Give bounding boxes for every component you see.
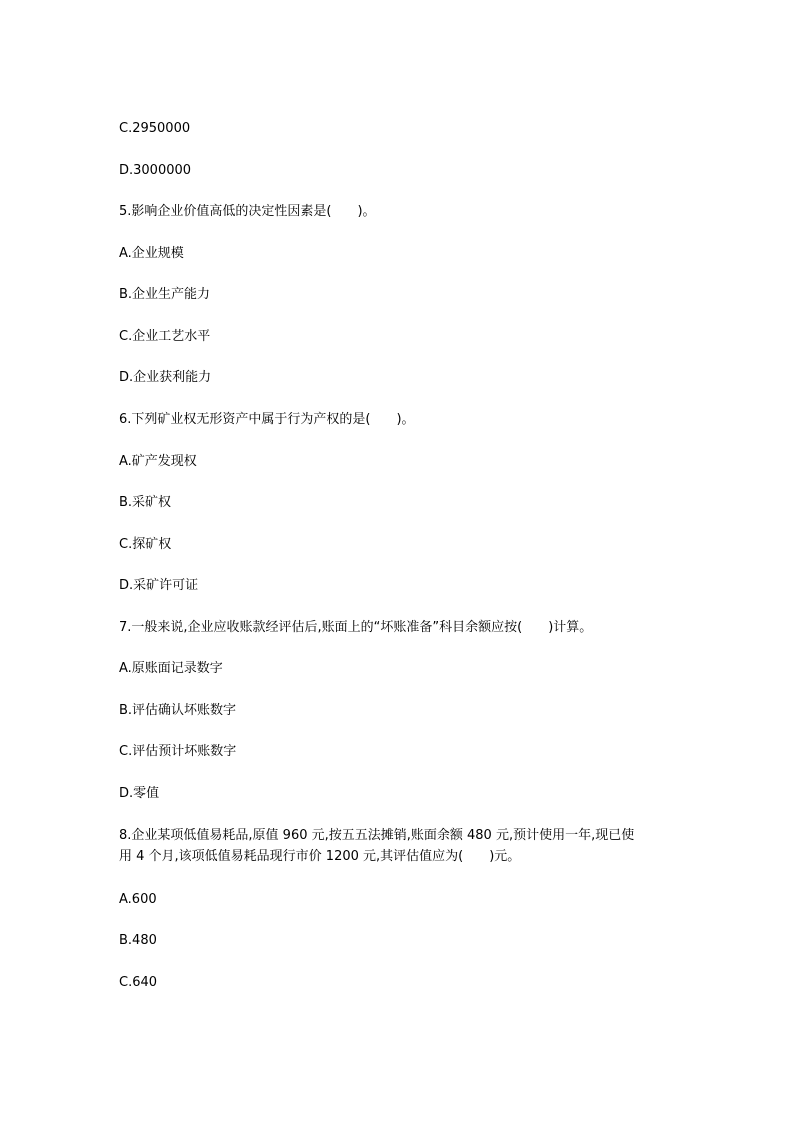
option-c-q5: C.企业工艺水平: [119, 329, 211, 344]
question-7: 7.一般来说,企业应收账款经评估后,账面上的“坏账准备”科目余额应按( )计算。: [119, 620, 593, 635]
option-d-q5: D.企业获利能力: [119, 370, 212, 385]
option-c-q8: C.640: [119, 975, 158, 990]
option-b-q5: B.企业生产能力: [119, 287, 211, 302]
option-a-q7: A.原账面记录数字: [119, 661, 223, 676]
question-8-line-2: 用 4 个月,该项低值易耗品现行市价 1200 元,其评估值应为( )元。: [119, 849, 521, 864]
option-d-q7: D.零值: [119, 786, 160, 801]
question-5: 5.影响企业价值高低的决定性因素是( )。: [119, 204, 376, 219]
option-c-q7: C.评估预计坏账数字: [119, 744, 237, 759]
option-c-q4: C.2950000: [119, 121, 191, 136]
option-a-q8: A.600: [119, 892, 157, 907]
option-a-q5: A.企业规模: [119, 246, 184, 261]
option-b-q8: B.480: [119, 933, 157, 948]
option-d-q6: D.采矿许可证: [119, 578, 199, 593]
option-d-q4: D.3000000: [119, 163, 192, 178]
question-8-line-1: 8.企业某项低值易耗品,原值 960 元,按五五法摊销,账面余额 480 元,预计使用一年,现已使: [119, 828, 635, 843]
option-b-q7: B.评估确认坏账数字: [119, 703, 237, 718]
option-b-q6: B.采矿权: [119, 495, 172, 510]
option-c-q6: C.探矿权: [119, 537, 172, 552]
question-6: 6.下列矿业权无形资产中属于行为产权的是( )。: [119, 412, 415, 427]
option-a-q6: A.矿产发现权: [119, 454, 197, 469]
